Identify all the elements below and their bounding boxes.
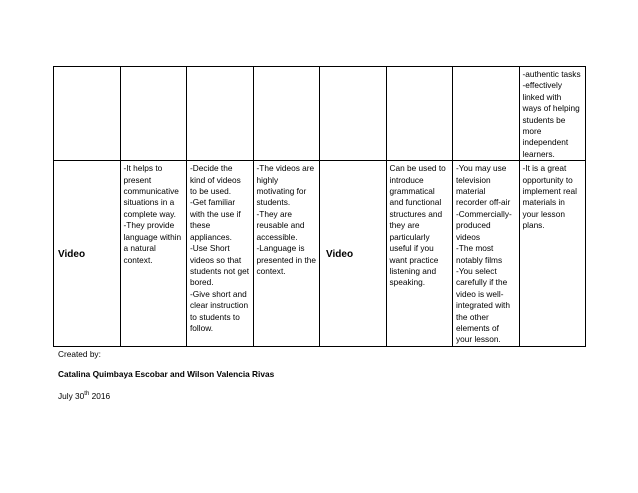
- table-cell: [386, 67, 453, 161]
- table-cell: [320, 67, 387, 161]
- table-cell: -It is a great opportunity to implement real materials in your lesson plans.: [519, 161, 586, 347]
- table-cell: -It helps to present communicative situations in a complete way. -They provide language within a natural context.: [120, 161, 187, 347]
- table-cell: [120, 67, 187, 161]
- table-cell: -Decide the kind of videos to be used. -Get familiar with the use if these appliances. -Use Short videos so that students not get bored. -Give short and clear instruction to students to follow.: [187, 161, 254, 347]
- table-cell: Can be used to introduce grammatical and functional structures and they are particularly useful if you want practice listening and speaking.: [386, 161, 453, 347]
- row-label-video: Video: [54, 161, 121, 347]
- table-cell: [187, 67, 254, 161]
- date-year: 2016: [89, 391, 111, 401]
- date-prefix: July 30: [58, 391, 85, 401]
- created-by-label: Created by:: [58, 349, 101, 359]
- table-cell: -authentic tasks -effectively linked with ways of helping students be more independent learners.: [519, 67, 586, 161]
- table-cell: [453, 67, 520, 161]
- row-label-video-second: Video: [320, 161, 387, 347]
- lesson-table: [53, 66, 586, 347]
- table-cell: -The videos are highly motivating for students. -They are reusable and accessible. -Language is presented in the context.: [253, 161, 320, 347]
- document-date: [58, 391, 110, 402]
- date-suffix: th: [84, 391, 90, 398]
- table-row: [54, 67, 586, 161]
- authors-names: Catalina Quimbaya Escobar and Wilson Valencia Rivas: [58, 369, 275, 379]
- table-cell: -You may use television material recorder off-air -Commercially-produced videos -The most notably films -You select carefully if the video is well-integrated with the other elements of your lesson.: [453, 161, 520, 347]
- table-cell: [54, 67, 121, 161]
- table-cell: [253, 67, 320, 161]
- table-row: [54, 161, 586, 347]
